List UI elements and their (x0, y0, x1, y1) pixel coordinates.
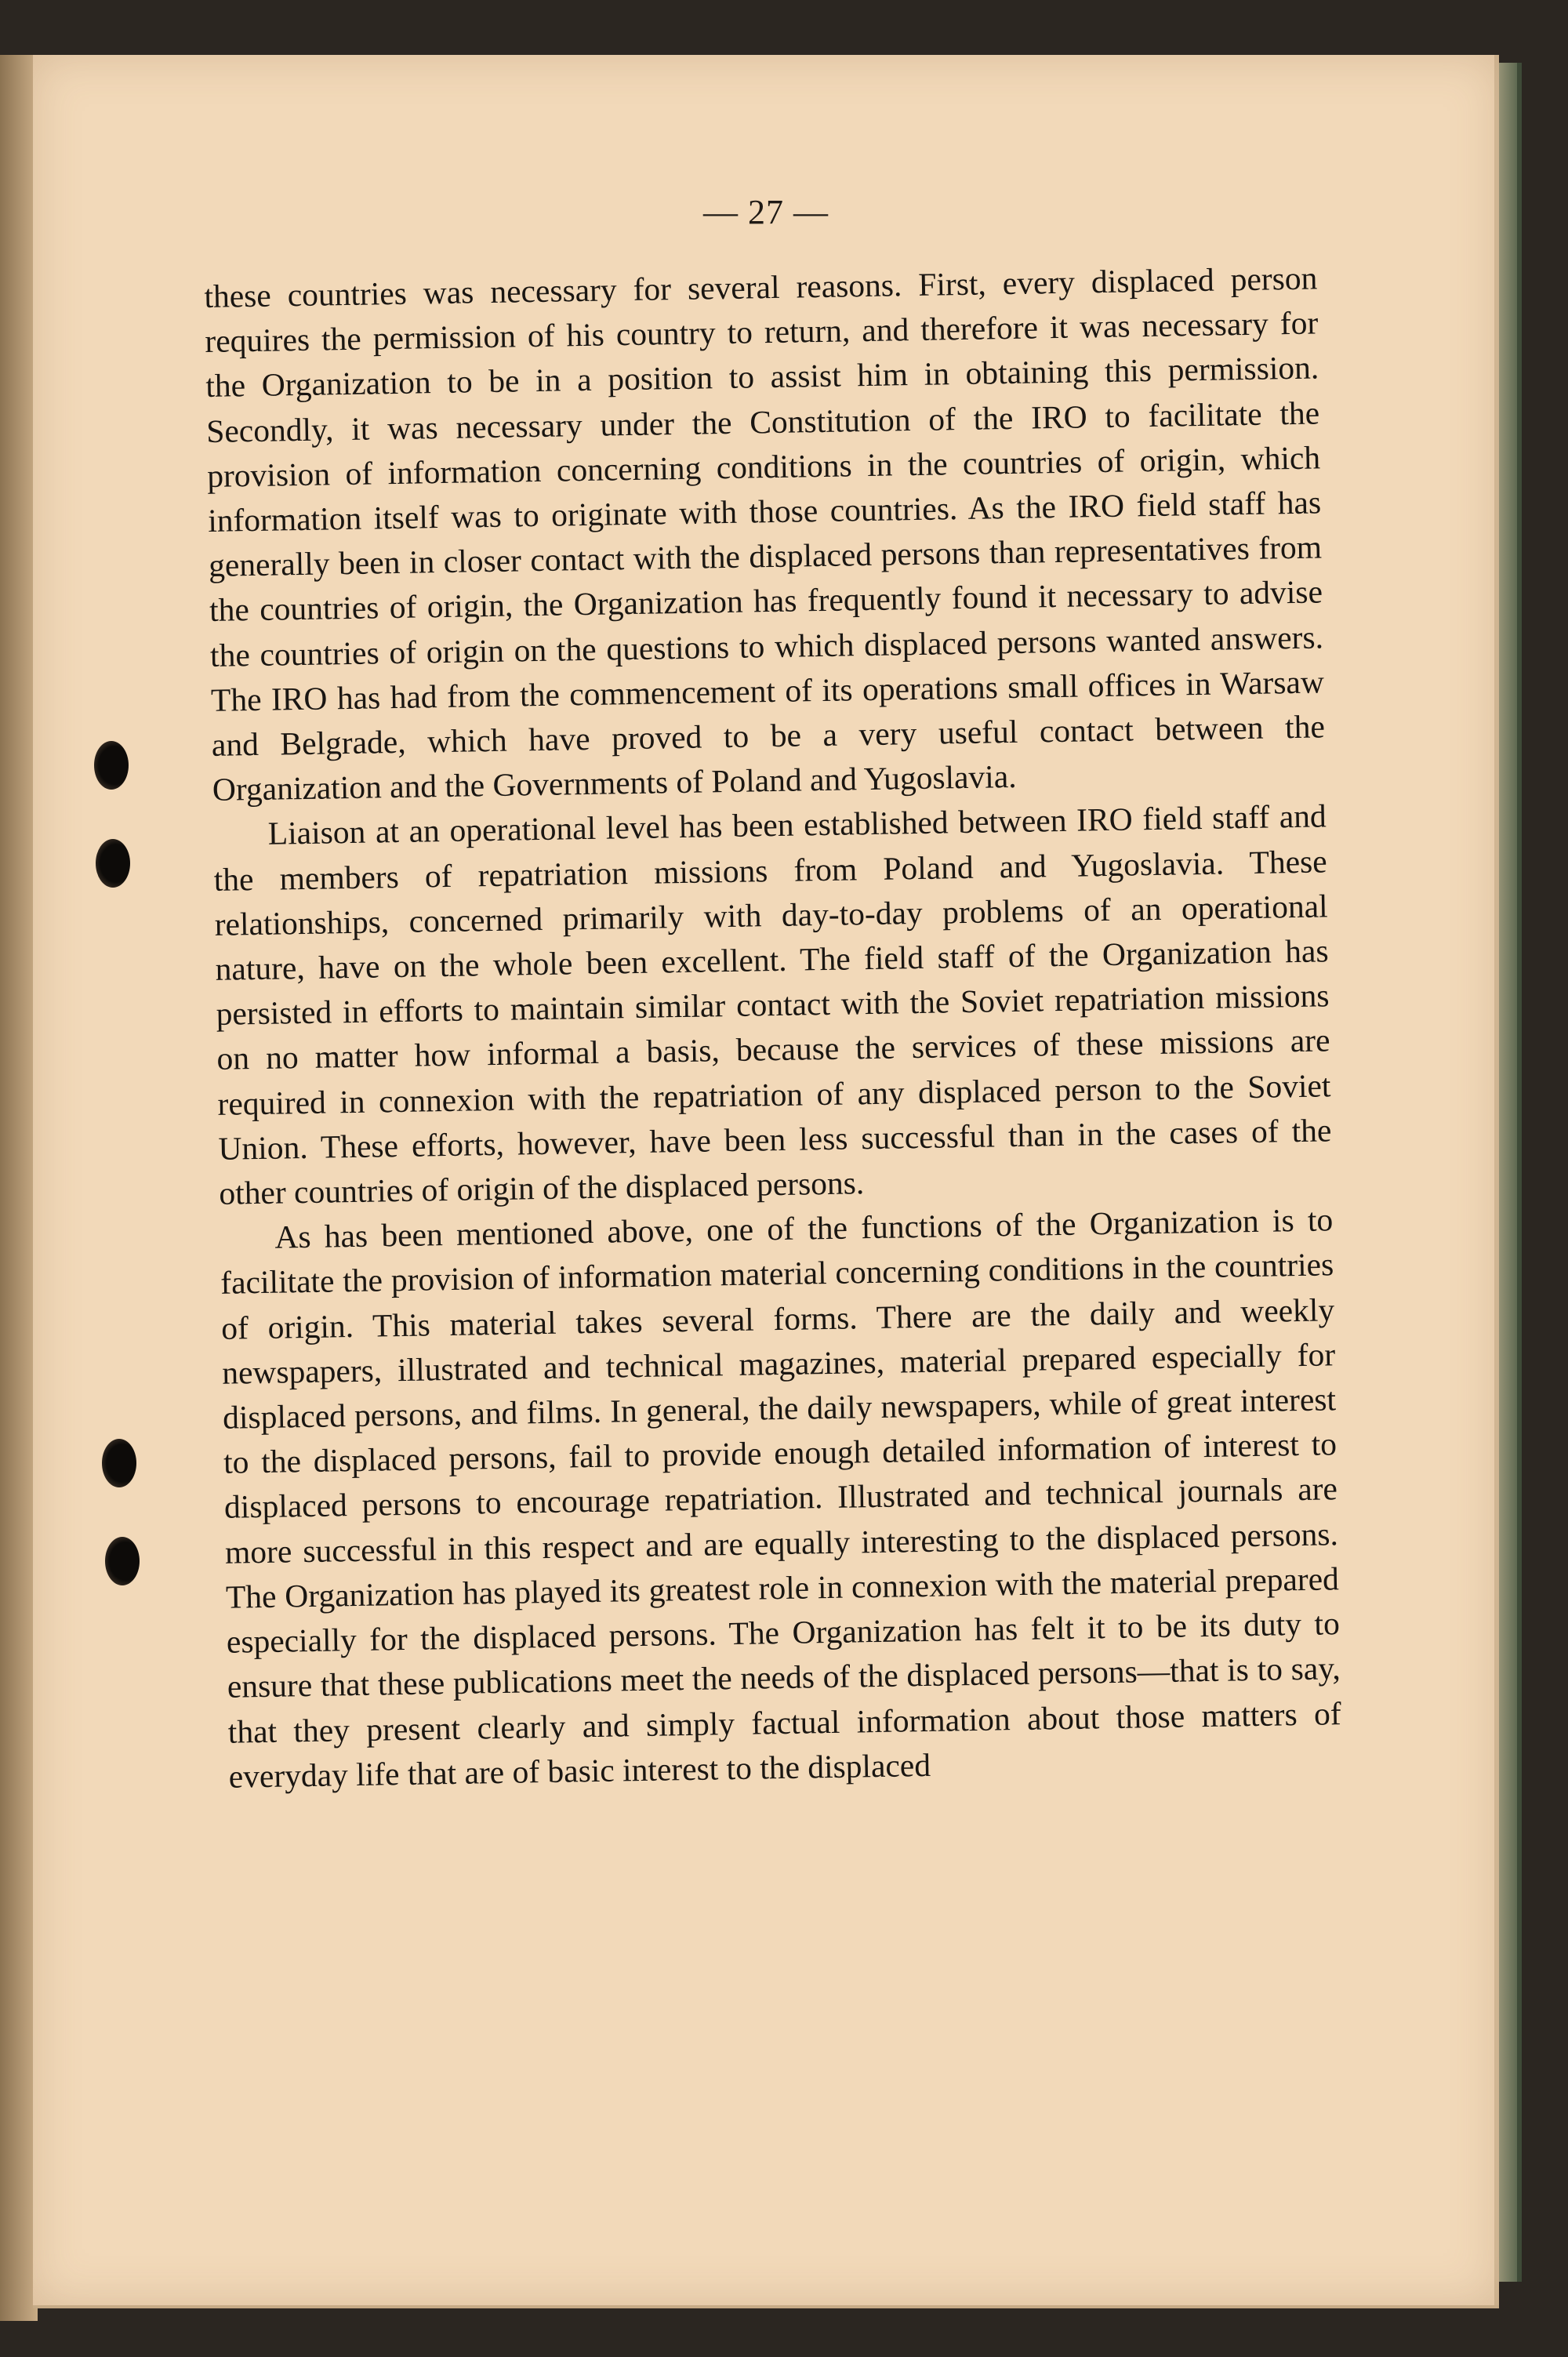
page-number: — 27 — (703, 193, 829, 231)
binder-hole-icon (94, 741, 129, 790)
paragraph-3: As has been mentioned above, one of the functions of the Organization is to facilitate the provision of information material concerning conditions in the countries of origin. This material takes several forms. There are the daily and weekly newspapers, illustrated and technical magazines, material prepared especially for displaced persons, and films. In general, the daily newspapers, while of great interest to the displaced persons, fail to provide enough detailed information of interest to displaced persons to encourage repatriation. Illustrated and technical journals are more successful in this respect and are equally interesting to the displaced persons. The Organization has played its greatest role in connexion with the material prepared especially for the displaced persons. The Organization has felt it to be its duty to ensure that these publications meet the needs of the displaced persons—that is to say, that they present clearly and simply factual information about those matters of everyday life that are of basic interest to the displaced (220, 1201, 1341, 1795)
paragraph-2: Liaison at an operational level has been established between IRO field staff and the members of repatriation missions from Poland and Yugoslavia. These relationships, concerned primarily with day-to-day problems of an operational nature, have on the whole been excellent. The field staff of the Organization has persisted in efforts to maintain similar contact with the Soviet repatriation missions on no matter how informal a basis, because the services of these missions are required in connexion with the repatriation of any displaced person to the Soviet Union. These efforts, however, have been less successful than in the cases of the other countries of origin of the displaced persons. (213, 797, 1332, 1211)
paragraph-1: these countries was necessary for several reasons. First, every displaced person requires the permission of his country to return, and therefore it was necessary for the Organization to be in a position to assist him in obtaining this permission. Secondly, it was necessary under the Constitution of the IRO to facilitate the provision of information concerning conditions in the countries of origin, which information itself was to originate with those countries. As the IRO field staff has generally been in closer contact with the displaced persons than representatives from the countries of origin, the Organization has frequently found it necessary to advise the countries of origin on the questions to which displaced persons wanted answers. The IRO has had from the commencement of its operations small offices in Warsaw and Belgrade, which have proved to be a very useful contact between the Organization and the Governments of Poland and Yugoslavia. (204, 260, 1326, 808)
binder-hole-icon (102, 1439, 136, 1487)
binder-hole-icon (105, 1537, 140, 1585)
facing-page-edge (0, 55, 38, 2321)
binder-hole-icon (96, 839, 130, 888)
book-page (33, 55, 1499, 2308)
body-text (204, 256, 1342, 1799)
